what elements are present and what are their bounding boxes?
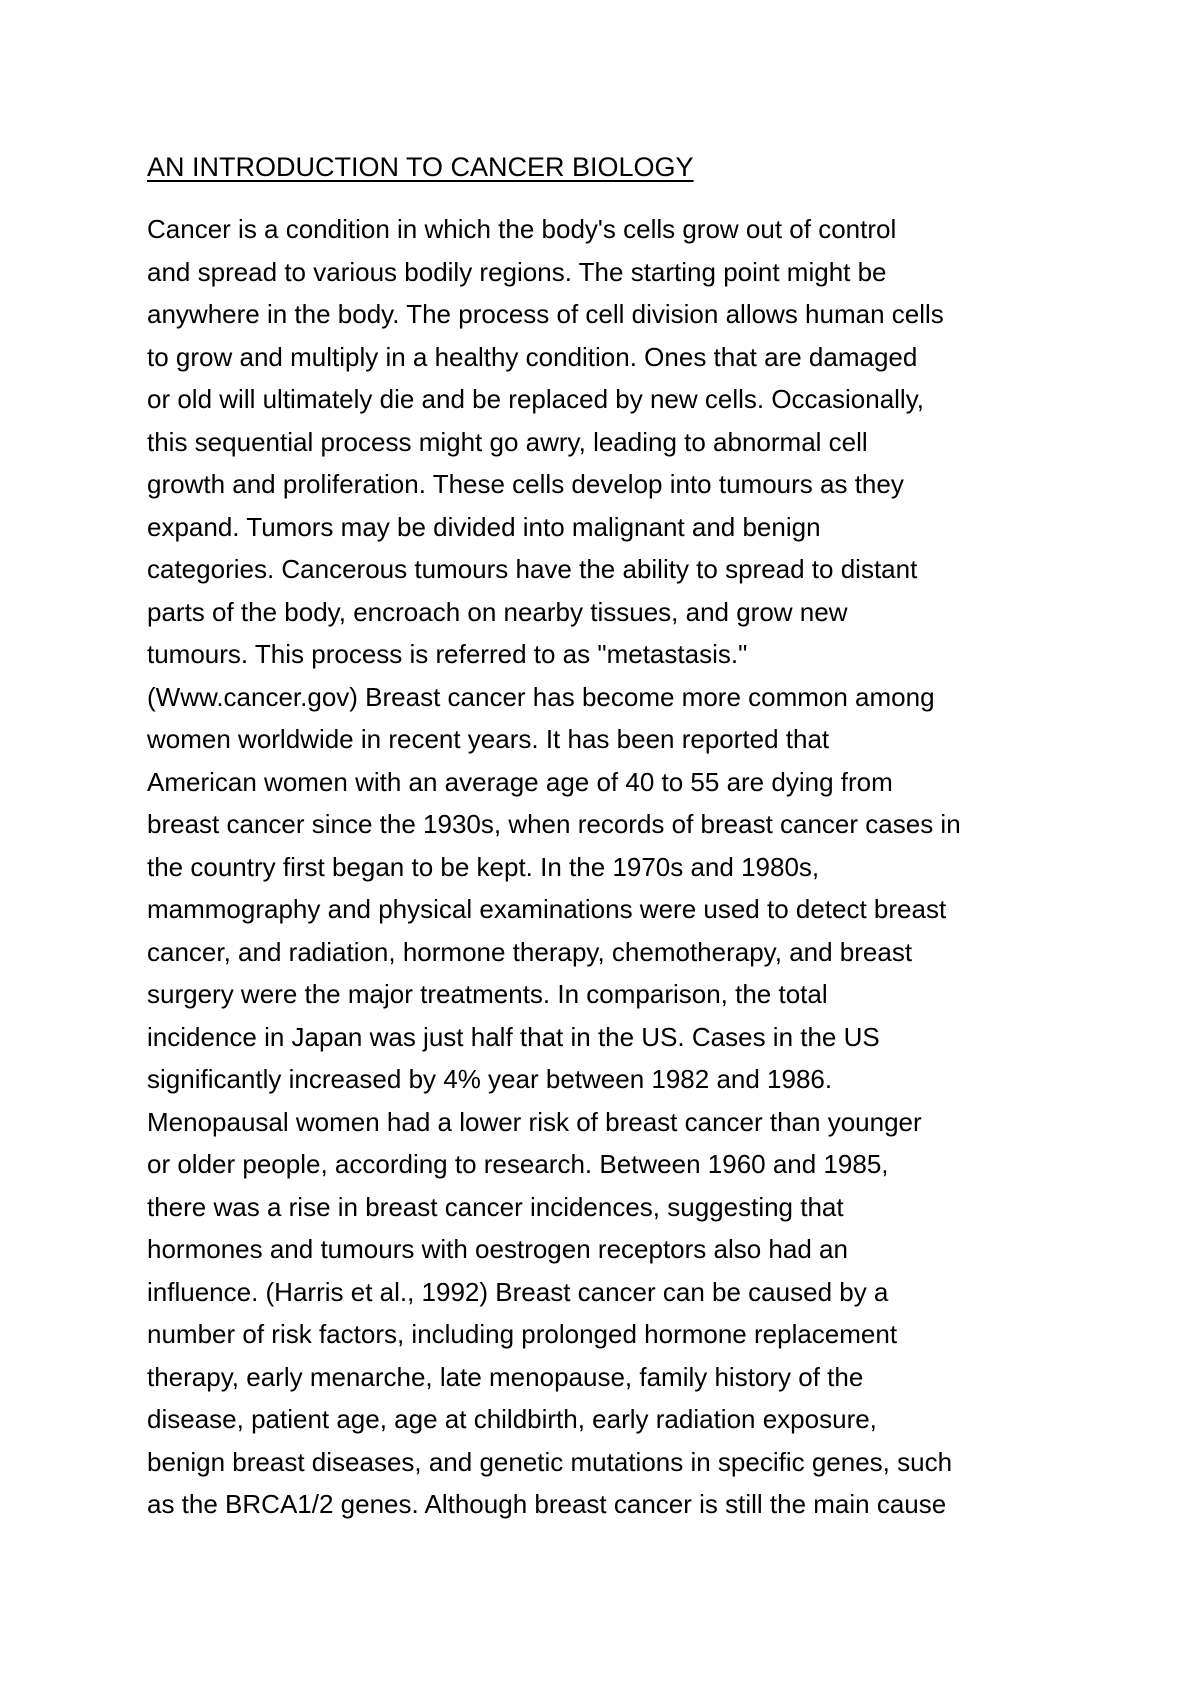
text-line: expand. Tumors may be divided into malignant and benign xyxy=(147,511,821,542)
text-line: incidence in Japan was just half that in the US. Cases in the US xyxy=(147,1021,880,1052)
text-line: number of risk factors, including prolonged hormone replacement xyxy=(147,1319,898,1349)
text-line: this sequential process might go awry, leading to abnormal cell xyxy=(147,426,868,457)
text-line: and spread to various bodily regions. The starting point might be xyxy=(147,256,887,287)
text-line: or old will ultimately die and be replaced by new cells. Occasionally, xyxy=(147,384,925,414)
text-line: therapy, early menarche, late menopause, family history of the xyxy=(147,1361,864,1392)
text-line: American women with an average age of 40 to 55 are dying from xyxy=(147,766,893,797)
text-line: the country first began to be kept. In the 1970s and 1980s, xyxy=(147,851,820,882)
text-line: there was a rise in breast cancer incidences, suggesting that xyxy=(147,1191,844,1222)
text-line: growth and proliferation. These cells develop into tumours as they xyxy=(147,469,904,499)
text-line: significantly increased by 4% year between 1982 and 1986. xyxy=(147,1064,833,1094)
text-line: (Www.cancer.gov) Breast cancer has become more common among xyxy=(147,681,935,712)
text-line: cancer, and radiation, hormone therapy, chemotherapy, and breast xyxy=(147,936,913,967)
text-line: breast cancer since the 1930s, when records of breast cancer cases in xyxy=(147,809,961,839)
text-line: surgery were the major treatments. In comparison, the total xyxy=(147,979,828,1009)
document-title: AN INTRODUCTION TO CANCER BIOLOGY xyxy=(147,152,694,182)
text-line: tumours. This process is referred to as "metastasis." xyxy=(147,639,748,669)
text-line: or older people, according to research. Between 1960 and 1985, xyxy=(147,1149,889,1179)
text-line: women worldwide in recent years. It has been reported that xyxy=(147,724,830,754)
text-line: benign breast diseases, and genetic mutations in specific genes, such xyxy=(147,1446,953,1477)
text-line: influence. (Harris et al., 1992) Breast cancer can be caused by a xyxy=(147,1276,889,1307)
text-line: parts of the body, encroach on nearby tissues, and grow new xyxy=(147,596,848,627)
text-line: anywhere in the body. The process of cell division allows human cells xyxy=(147,299,944,329)
text-line: Cancer is a condition in which the body's cells grow out of control xyxy=(147,214,897,244)
text-line: as the BRCA1/2 genes. Although breast cancer is still the main cause xyxy=(147,1489,947,1519)
text-line: disease, patient age, age at childbirth, early radiation exposure, xyxy=(147,1404,877,1434)
text-line: mammography and physical examinations were used to detect breast xyxy=(147,894,947,924)
text-line: Menopausal women had a lower risk of breast cancer than younger xyxy=(147,1106,922,1137)
text-line: hormones and tumours with oestrogen receptors also had an xyxy=(147,1234,848,1264)
text-line: categories. Cancerous tumours have the ability to spread to distant xyxy=(147,554,918,584)
body-paragraph xyxy=(147,208,961,1526)
text-line: to grow and multiply in a healthy condition. Ones that are damaged xyxy=(147,341,918,372)
